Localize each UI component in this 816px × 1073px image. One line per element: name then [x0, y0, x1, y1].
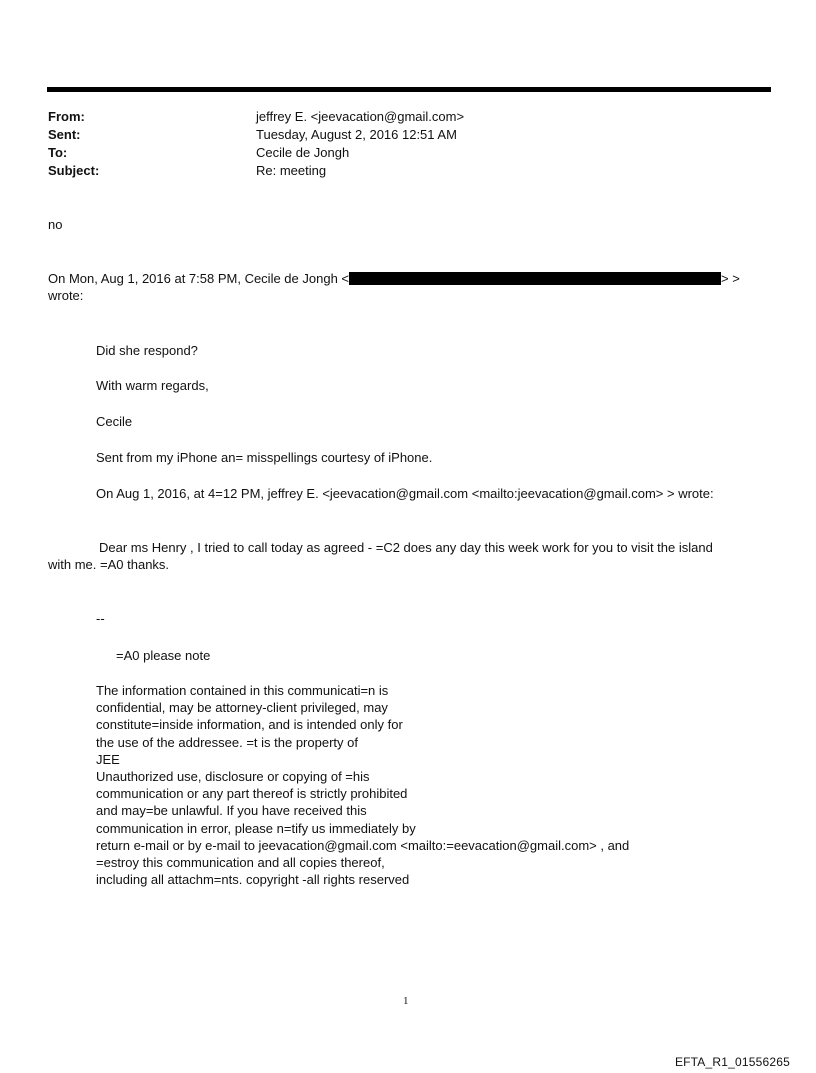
- bates-number: EFTA_R1_01556265: [674, 1055, 790, 1069]
- page-number: 1: [403, 995, 409, 1007]
- from-value: jeffrey E. <jeevacation@gmail.com>: [256, 109, 465, 124]
- disclaimer-line: including all attachm=nts. copyright -all rights reserved: [96, 872, 410, 888]
- reply-text: no: [48, 217, 63, 232]
- message-line-1: Dear ms Henry , I tried to call today as agreed - =C2 does any day this week work for you to visit the island: [99, 540, 713, 555]
- redaction-box: [349, 272, 721, 285]
- sent-value: Tuesday, August 2, 2016 12:51 AM: [256, 127, 457, 142]
- disclaimer-line: confidential, may be attorney-client privileged, may: [96, 700, 388, 716]
- sent-label: Sent:: [48, 127, 81, 142]
- signature-dashes: --: [96, 611, 105, 626]
- disclaimer-line: =estroy this communication and all copies thereof,: [96, 854, 385, 870]
- to-label: To:: [48, 145, 68, 160]
- disclaimer-line: constitute=inside information, and is intended only for: [96, 717, 403, 733]
- quote-intro-start: On Mon, Aug 1, 2016 at 7:58 PM, Cecile de Jongh <: [48, 271, 349, 286]
- disclaimer-line: The information contained in this communicati=n is: [96, 683, 389, 698]
- disclaimer-line: return e-mail or by e-mail to jeevacation@gmail.com <mailto:=eevacation@gmail.com> , and: [96, 837, 630, 853]
- quoted-line-iphone: Sent from my iPhone an= misspellings courtesy of iPhone.: [96, 450, 433, 465]
- signature-note: =A0 please note: [116, 648, 211, 663]
- quoted-line-wrote: On Aug 1, 2016, at 4=12 PM, jeffrey E. <jeevacation@gmail.com <mailto:jeevacation@gmail.com> > wrote:: [96, 486, 714, 501]
- disclaimer-line: communication in error, please n=tify us immediately by: [96, 820, 416, 836]
- subject-value: Re: meeting: [256, 163, 327, 178]
- from-label: From:: [48, 109, 85, 124]
- quote-intro-end: > >: [721, 271, 740, 286]
- quoted-line-respond: Did she respond?: [96, 343, 198, 358]
- disclaimer-line: the use of the addressee. =t is the property of: [96, 734, 358, 750]
- quote-intro-line: [48, 270, 740, 287]
- quote-intro-wrote: wrote:: [48, 288, 84, 303]
- to-value: Cecile de Jongh: [256, 145, 350, 160]
- subject-label: Subject:: [48, 163, 100, 178]
- quoted-line-name: Cecile: [96, 414, 133, 429]
- disclaimer-line: Unauthorized use, disclosure or copying of =his: [96, 768, 370, 784]
- disclaimer-line: JEE: [96, 751, 120, 767]
- disclaimer-line: and may=be unlawful. If you have received this: [96, 803, 367, 819]
- header-rule: [47, 87, 771, 92]
- message-line-2: with me. =A0 thanks.: [48, 557, 170, 572]
- quoted-line-regards: With warm regards,: [96, 378, 209, 393]
- disclaimer-line: communication or any part thereof is strictly prohibited: [96, 786, 408, 802]
- disclaimer-block: [96, 682, 629, 888]
